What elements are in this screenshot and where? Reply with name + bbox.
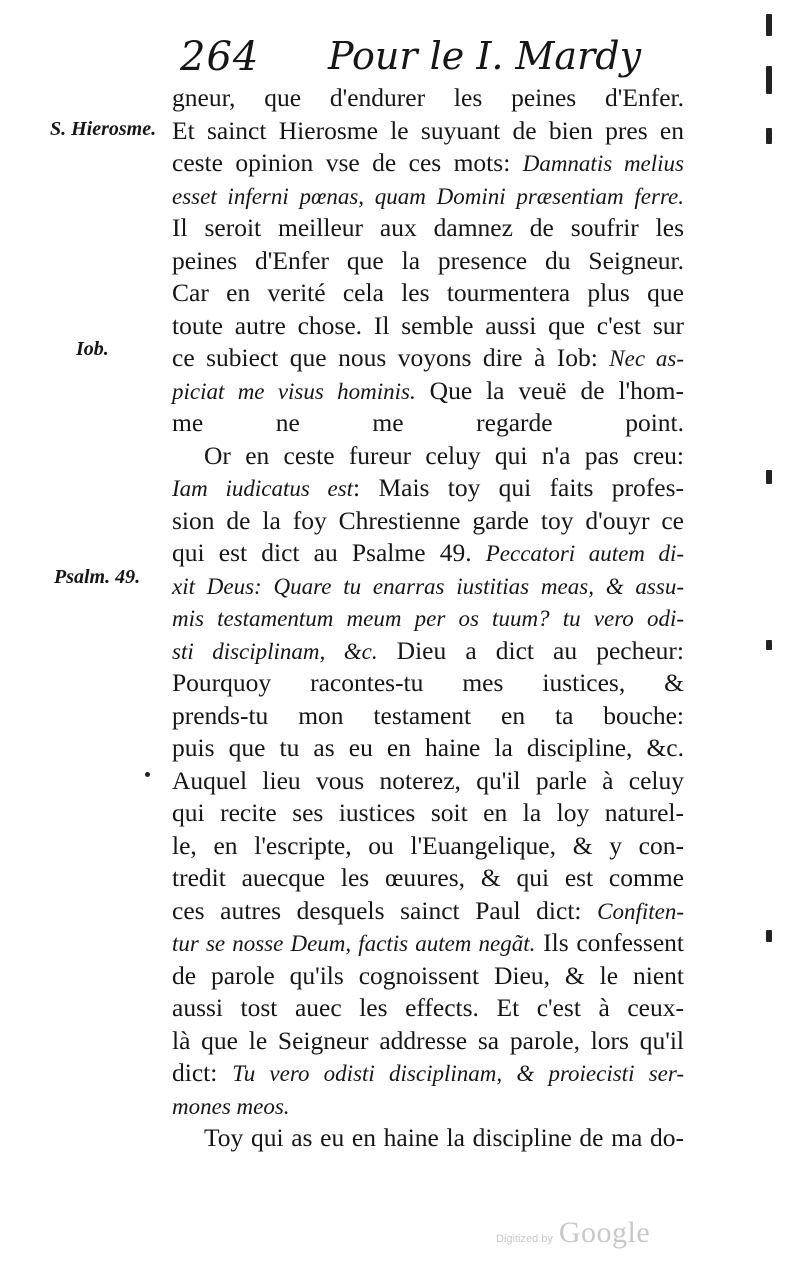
text-line [172,277,684,310]
margin-note-iob: Iob. [76,338,109,360]
line-text: Auquel lieu vous noterez, qu'il parle à celuy [172,765,684,795]
line-text: toute autre chose. Il semble aussi que c'est sur [172,310,684,340]
text-line [172,180,684,213]
line-text: gneur, que d'endurer les peines d'Enfer. [172,83,684,112]
text-line [172,147,684,180]
text-line [172,635,684,668]
text-line [172,667,684,700]
edge-mark [766,640,772,650]
text-line [172,115,684,148]
latin-quotation: sti disciplinam, &c. [172,638,378,664]
edge-mark [766,930,772,942]
latin-quotation: mones meos. [172,1093,290,1119]
text-line [172,245,684,278]
text-line [172,1122,684,1155]
line-text: peines d'Enfer que la presence du Seigneur. [172,245,684,275]
text-line [172,1090,684,1123]
line-text: Toy qui as eu en haine la discipline de ma do- [204,1123,684,1152]
latin-quotation: Damnatis melius [522,151,684,176]
edge-mark [766,66,772,94]
latin-quotation: Iam iudicatus est [172,476,354,501]
text-line [172,830,684,863]
body-text [172,82,684,1155]
latin-quotation: Tu vero odisti disciplinam, & proiecisti ser- [232,1061,685,1086]
line-text: aussi tost auec les effects. Et c'est à ceux- [172,993,684,1022]
text-line [172,862,684,895]
edge-mark [766,14,772,36]
digitization-watermark [496,1216,696,1256]
line-text: Pourquoy racontes-tu mes iustices, & [172,668,684,697]
text-line [172,602,684,635]
text-line [172,212,684,245]
edge-mark [766,470,772,484]
text-line [172,342,684,375]
line-text: Dieu a dict au pecheur: [377,635,684,665]
latin-quotation: xit Deus: Quare tu enarras iustitias meas, & assu- [172,573,684,599]
latin-quotation: Confiten- [597,898,684,924]
text-line [172,505,684,538]
line-text: prends-tu mon testament en ta bouche: [172,700,684,730]
line-text: ces autres desquels sainct Paul dict: [172,895,598,925]
latin-quotation: mis testamentum meum per os tuum? tu vero odi- [172,606,684,631]
text-line [172,440,684,473]
line-text: là que le Seigneur addresse sa parole, lors qu'il [172,1025,684,1055]
latin-quotation: esset inferni pœnas, quam Domini præsentiam ferre. [172,183,684,209]
ink-speck [145,772,150,777]
line-text: me ne me regarde point. [172,408,684,437]
line-text: puis que tu as eu en haine la discipline, &c. [172,733,684,762]
text-line [172,797,684,830]
text-line [172,375,684,408]
latin-quotation: tur se nosse Deum, factis autem negãt. [172,931,536,956]
margin-note-hierosme: S. Hierosme. [50,118,157,140]
text-line [172,895,684,928]
google-logo: Google [558,1216,651,1249]
latin-quotation: Peccatori autem di- [485,541,684,566]
line-text: Ils confessent [535,928,684,957]
text-line [172,537,684,570]
running-title: Pour le I. Mardy [328,34,642,78]
edge-mark [766,128,772,144]
line-text: tredit auecque les œuures, & qui est comme [172,863,684,892]
line-text: de parole qu'ils cognoissent Dieu, & le nient [172,960,684,990]
text-line [172,310,684,343]
line-text: Car en verité cela les tourmentera plus que [172,278,684,307]
latin-quotation: piciat me visus hominis. [172,378,416,404]
text-line [172,1025,684,1058]
line-text: dict: [172,1058,233,1087]
text-line [172,992,684,1025]
text-line [172,472,684,505]
line-text: qui est dict au Psalme 49. [172,538,486,567]
line-text: ce subiect que nous voyons dire à Iob: [172,343,610,372]
line-text: Il seroit meilleur aux damnez de soufrir les [172,213,684,242]
text-line [172,570,684,603]
text-line [172,732,684,765]
text-line [172,407,684,440]
line-text: Que la veuë de l'hom- [415,375,684,405]
line-text: Et sainct Hierosme le suyuant de bien pres en [172,115,684,145]
line-text: : Mais toy qui faits profes- [353,473,685,502]
page-number: 264 [180,34,260,80]
text-line [172,960,684,993]
line-text: qui recite ses iustices soit en la loy naturel- [172,798,684,827]
line-text: ceste opinion vse de ces mots: [172,148,523,177]
watermark-prefix: Digitized by [496,1233,553,1245]
line-text: sion de la foy Chrestienne garde toy d'ouyr ce [172,505,684,535]
page-header [172,34,642,84]
text-line [172,700,684,733]
text-line [172,927,684,960]
margin-note-psalm: Psalm. 49. [54,566,141,588]
line-text: Or en ceste fureur celuy qui n'a pas creu: [204,440,684,470]
text-line [172,82,684,115]
line-text: le, en l'escripte, ou l'Euangelique, & y con- [172,830,684,860]
text-line [172,765,684,798]
latin-quotation: Nec as- [609,346,684,371]
text-line [172,1057,684,1090]
